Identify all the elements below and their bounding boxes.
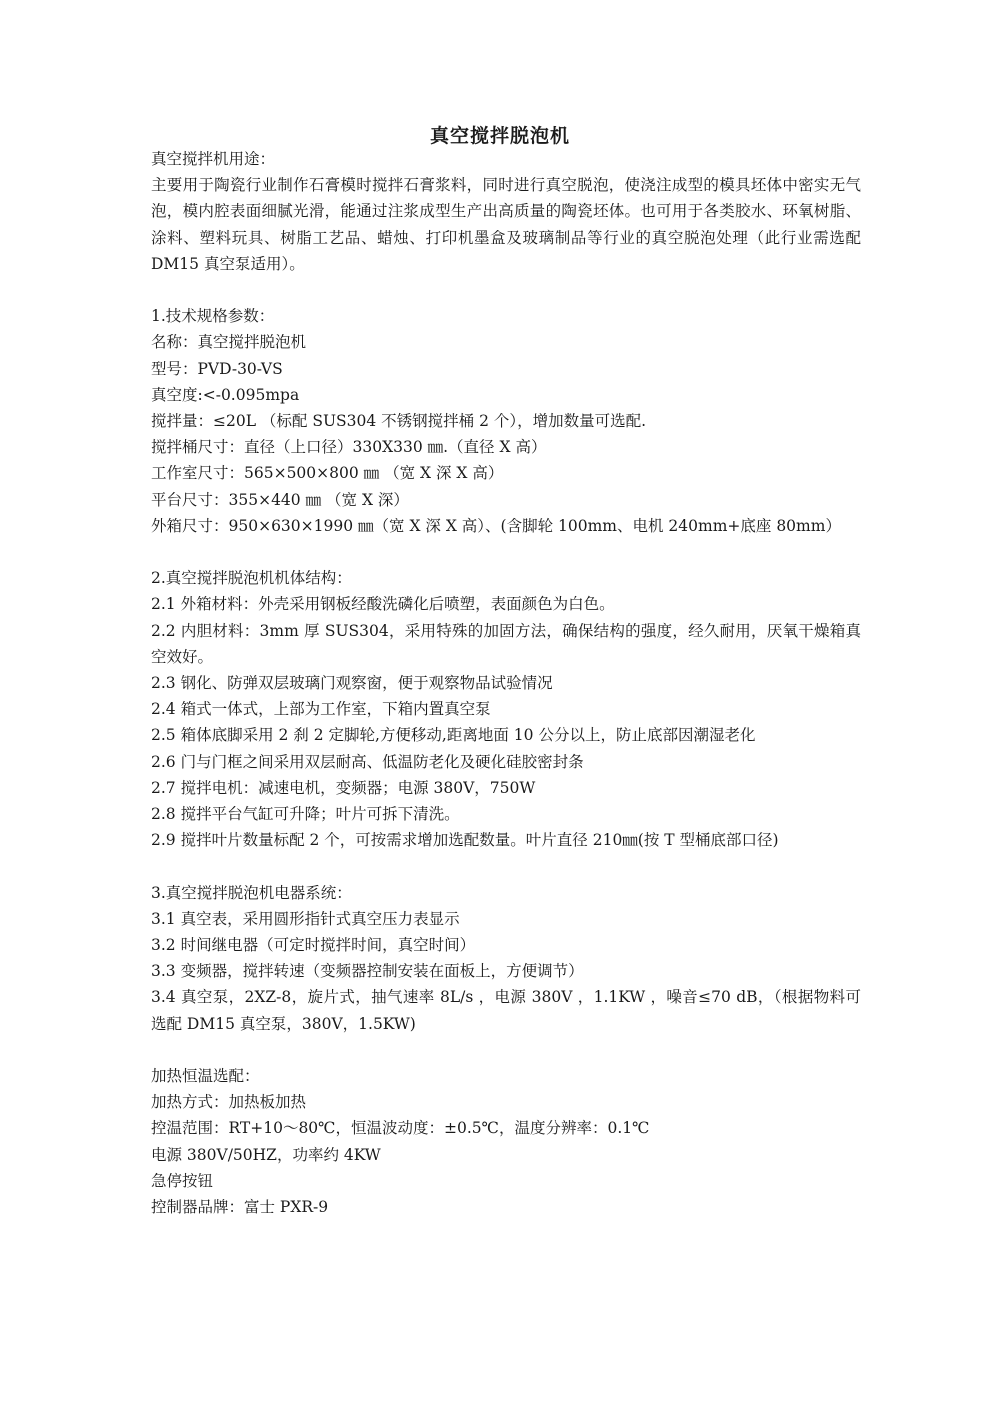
spec-line-vacuum: 真空度:<-0.095mpa: [151, 385, 300, 404]
heating-line-range: 控温范围：RT+10～80℃，恒温波动度：±0.5℃，温度分辨率：0.1℃: [151, 1119, 650, 1138]
spec-line-outer-size: 外箱尺寸：950×630×1990 ㎜（宽 X 深 X 高）、(含脚轮 100mm、电机 240mm+底座 80mm）: [151, 516, 841, 535]
electrical-line-3-2: 3.2 时间继电器（可定时搅拌时间，真空时间）: [151, 936, 476, 955]
electrical-line-3-4: 3.4 真空泵，2XZ-8，旋片式，抽气速率 8L/s ，电源 380V ，1.1KW ，噪音≤70 dB，（根据物料可选配 DM15 真空泵，380V，1.5KW): [151, 988, 861, 1033]
spacer: [151, 539, 861, 565]
spec-line-chamber-size: 工作室尺寸：565×500×800 ㎜ （宽 X 深 X 高）: [151, 464, 504, 483]
heating-line-estop: 急停按钮: [151, 1171, 214, 1190]
structure-line-2-3: 2.3 钢化、防弹双层玻璃门观察窗，便于观察物品试验情况: [151, 674, 553, 693]
structure-line-2-4: 2.4 箱式一体式，上部为工作室，下箱内置真空泵: [151, 700, 491, 719]
structure-line-2-8: 2.8 搅拌平台气缸可升降；叶片可拆下清洗。: [151, 805, 460, 824]
heating-line-controller: 控制器品牌：富士 PXR-9: [151, 1198, 329, 1217]
document-title: 真空搅拌脱泡机: [429, 125, 570, 147]
spec-line-model: 型号：PVD-30-VS: [151, 359, 283, 378]
spacer: [151, 853, 861, 879]
section-3-heading: 3.真空搅拌脱泡机电器系统：: [151, 883, 352, 902]
section-2-heading: 2.真空搅拌脱泡机机体结构：: [151, 569, 352, 588]
structure-line-2-5: 2.5 箱体底脚采用 2 刹 2 定脚轮,方便移动,距离地面 10 公分以上，防止底部因潮湿老化: [151, 726, 756, 745]
structure-line-2-1: 2.1 外箱材料：外壳采用钢板经酸洗磷化后喷塑，表面颜色为白色。: [151, 595, 615, 614]
structure-line-2-9: 2.9 搅拌叶片数量标配 2 个，可按需求增加选配数量。叶片直径 210㎜(按 T 型桶底部口径): [151, 831, 779, 850]
document-body: [151, 146, 861, 1220]
intro-paragraph: 主要用于陶瓷行业制作石膏模时搅拌石膏浆料，同时进行真空脱泡，使浇注成型的模具坯体中密实无气泡，模内腔表面细腻光滑，能通过注浆成型生产出高质量的陶瓷坯体。也可用于各类胶水、环氧树脂、涂料、塑料玩具、树脂工艺品、蜡烛、打印机墨盒及玻璃制品等行业的真空脱泡处理（此行业需选配 DM15 真空泵适用）。: [151, 176, 861, 273]
structure-line-2-6: 2.6 门与门框之间采用双层耐高、低温防老化及硬化硅胶密封条: [151, 752, 584, 771]
spec-line-bucket-size: 搅拌桶尺寸：直径（上口径）330X330 ㎜.（直径 X 高）: [151, 438, 547, 457]
spacer: [151, 1037, 861, 1063]
section-1-heading: 1.技术规格参数：: [151, 307, 275, 326]
heating-line-power: 电源 380V/50HZ，功率约 4KW: [151, 1145, 381, 1164]
spec-line-name: 名称：真空搅拌脱泡机: [151, 333, 307, 352]
spec-line-platform-size: 平台尺寸：355×440 ㎜ （宽 X 深）: [151, 490, 409, 509]
structure-line-2-2: 2.2 内胆材料：3mm 厚 SUS304，采用特殊的加固方法，确保结构的强度，经久耐用，厌氧干燥箱真空效好。: [151, 621, 861, 666]
electrical-line-3-1: 3.1 真空表，采用圆形指针式真空压力表显示: [151, 909, 460, 928]
intro-heading: 真空搅拌机用途：: [151, 150, 276, 168]
spacer: [151, 277, 861, 303]
heating-heading: 加热恒温选配：: [151, 1067, 260, 1086]
structure-line-2-7: 2.7 搅拌电机：减速电机，变频器；电源 380V，750W: [151, 778, 536, 797]
spec-line-capacity: 搅拌量：≤20L （标配 SUS304 不锈钢搅拌桶 2 个），增加数量可选配.: [151, 412, 647, 431]
heating-line-method: 加热方式：加热板加热: [151, 1093, 307, 1112]
electrical-line-3-3: 3.3 变频器，搅拌转速（变频器控制安装在面板上，方便调节）: [151, 962, 584, 981]
